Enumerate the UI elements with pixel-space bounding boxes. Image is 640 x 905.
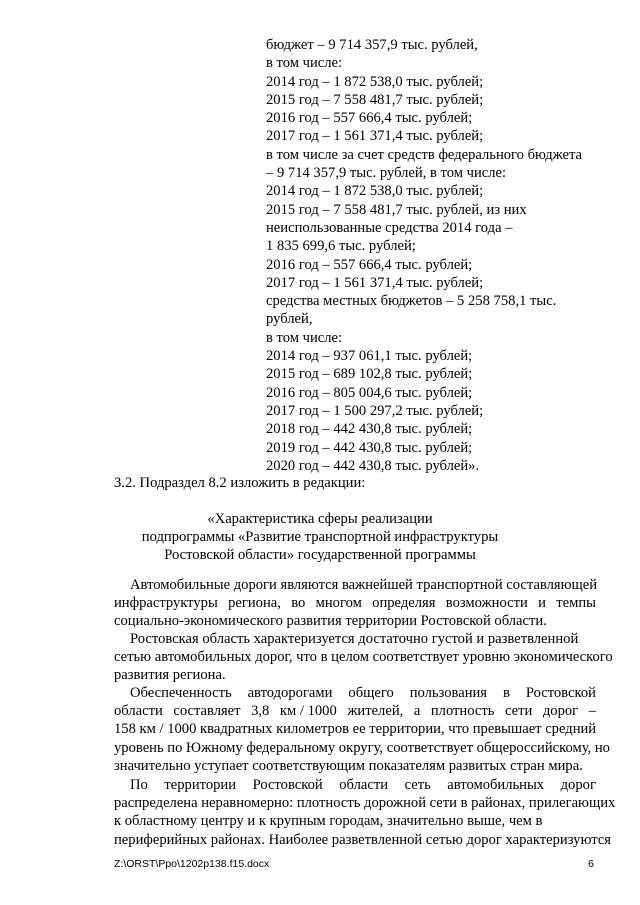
item-3-2: 3.2. Подраздел 8.2 изложить в редакции:	[114, 475, 366, 491]
word: Ростовской	[252, 777, 323, 793]
word: бюджетов	[380, 293, 443, 310]
word: сети	[504, 703, 533, 720]
word: автодорогами	[247, 685, 333, 701]
word: 258	[468, 293, 490, 310]
word: 3,8	[251, 703, 270, 720]
word: а	[413, 703, 421, 720]
paragraph-line: 158 км / 1000 квадратных километров ее территории, что превышает средний	[114, 721, 597, 738]
budget-line-justified	[266, 292, 596, 310]
word: них	[503, 201, 527, 218]
word: плотность	[430, 703, 495, 720]
budget-line: в том числе за счет средств федерального бюджета	[266, 146, 583, 163]
budget-line: в том числе:	[266, 329, 343, 346]
word: дорог	[542, 703, 579, 720]
budget-line: 2017 год – 1 561 371,4 тыс. рублей;	[266, 274, 484, 291]
paragraph	[114, 630, 613, 685]
word: По	[130, 777, 148, 793]
word: автомобильных	[447, 777, 545, 793]
word: 2014	[442, 219, 472, 236]
budget-line: 2020 год – 442 430,8 тыс. рублей».	[266, 457, 480, 474]
budget-line: 2019 год – 442 430,8 тыс. рублей;	[266, 439, 473, 456]
word: составляет	[173, 703, 241, 720]
budget-line: 2014 год – 1 872 538,0 тыс. рублей;	[266, 73, 484, 90]
word: года	[475, 219, 502, 236]
budget-line: рублей,	[266, 311, 313, 328]
budget-line: 2017 год – 1 500 297,2 тыс. рублей;	[266, 402, 484, 419]
word: рублей,	[436, 201, 483, 218]
word: 481,7	[369, 201, 403, 218]
budget-line: 2016 год – 805 004,6 тыс. рублей;	[266, 384, 473, 401]
word: из	[486, 201, 501, 218]
budget-block	[266, 36, 596, 475]
word: средства	[266, 293, 320, 310]
word: 558	[344, 201, 367, 218]
budget-line-justified	[266, 201, 596, 219]
budget-line: бюджет – 9 714 357,9 тыс. рублей,	[266, 37, 478, 53]
paragraph-line-justified	[114, 684, 596, 702]
word: –	[446, 293, 454, 310]
paragraph-line-justified	[114, 594, 596, 612]
word: жителей,	[347, 703, 404, 720]
budget-line: 2015 год – 7 558 481,7 тыс. рублей;	[266, 91, 484, 108]
page-number: 6	[588, 858, 594, 870]
word: многом	[315, 595, 362, 612]
word: тыс.	[406, 201, 433, 218]
word: неиспользованные	[266, 219, 382, 236]
paragraph-line: сетью автомобильных дорог, что в целом соответствует уровню экономического	[114, 649, 613, 666]
budget-line: 1 835 699,6 тыс. рублей;	[266, 238, 416, 255]
word: темпы	[556, 595, 596, 612]
word: –	[322, 201, 330, 218]
budget-line: в том числе:	[266, 55, 343, 72]
paragraph-line: развития региона.	[114, 667, 226, 684]
heading-line: «Характеристика сферы реализации	[207, 511, 433, 527]
word: в	[502, 685, 510, 701]
budget-line: 2015 год – 689 102,8 тыс. рублей;	[266, 366, 473, 383]
word: во	[291, 595, 306, 612]
paragraph-line: Ростовская область характеризуется достаточно густой и разветвленной	[130, 631, 579, 647]
budget-line: 2016 год – 557 666,4 тыс. рублей;	[266, 110, 473, 127]
paragraph-line: распределена неравномерно: плотность дорожной сети в районах, прилегающих	[114, 795, 616, 812]
word: пользования	[409, 685, 488, 701]
word: общего	[348, 685, 394, 701]
paragraph-line: значительно уступает соответствующим показателям развитых стран мира.	[114, 757, 583, 774]
paragraph-line-justified	[114, 776, 596, 794]
budget-line: 2018 год – 442 430,8 тыс. рублей;	[266, 421, 473, 438]
heading-line: Ростовской области» государственной программы	[164, 547, 476, 563]
word: дорог	[560, 777, 596, 793]
word: –	[588, 703, 596, 720]
budget-line: 2014 год – 1 872 538,0 тыс. рублей;	[266, 183, 484, 200]
word: 5	[457, 293, 465, 310]
heading-line: подпрограммы «Развитие транспортной инфраструктуры	[141, 529, 499, 545]
paragraph	[114, 776, 616, 849]
budget-line-justified	[266, 219, 596, 237]
word: территории	[164, 777, 237, 793]
word: Обеспеченность	[130, 685, 232, 701]
paragraph-line-justified	[114, 702, 596, 720]
paragraph-line: к областному центру и к крупным городам, значительно выше, чем в	[114, 813, 543, 830]
paragraph-line: уровень по Южному федеральному округу, соответствует общероссийскому, но	[114, 739, 610, 756]
budget-line: 2014 год – 937 061,1 тыс. рублей;	[266, 348, 473, 365]
word: Ростовской	[525, 685, 596, 701]
paragraph-line: Автомобильные дороги являются важнейшей транспортной составляющей	[130, 577, 598, 593]
word: определяя	[372, 595, 436, 612]
paragraph	[114, 576, 596, 631]
budget-line: – 9 714 357,9 тыс. рублей, в том числе:	[266, 165, 507, 182]
word: средства	[385, 219, 439, 236]
word: год	[298, 201, 319, 218]
word: области	[339, 777, 389, 793]
word: –	[505, 219, 513, 236]
footer-file-path: Z:\ORST\Ppo\1202p138.f15.docx	[114, 858, 270, 870]
word: инфраструктуры	[114, 595, 218, 612]
word: тыс.	[530, 293, 557, 310]
word: 758,1	[493, 293, 527, 310]
paragraph-line: периферийных районах. Наиболее разветвленной сетью дорог характеризуются	[114, 831, 611, 848]
word: сеть	[404, 777, 431, 793]
word: возможности	[445, 595, 528, 612]
paragraph-line: социально-экономического развития территории Ростовской области.	[114, 613, 547, 630]
budget-line: 2016 год – 557 666,4 тыс. рублей;	[266, 256, 473, 273]
word: области	[114, 703, 163, 720]
word: км / 1000	[279, 703, 337, 720]
budget-line: 2017 год – 1 561 371,4 тыс. рублей;	[266, 128, 484, 145]
word: и	[538, 595, 546, 612]
word: местных	[323, 293, 378, 310]
paragraph	[114, 684, 610, 775]
word: 7	[333, 201, 341, 218]
word: 2015	[266, 201, 296, 218]
word: региона,	[228, 595, 281, 612]
